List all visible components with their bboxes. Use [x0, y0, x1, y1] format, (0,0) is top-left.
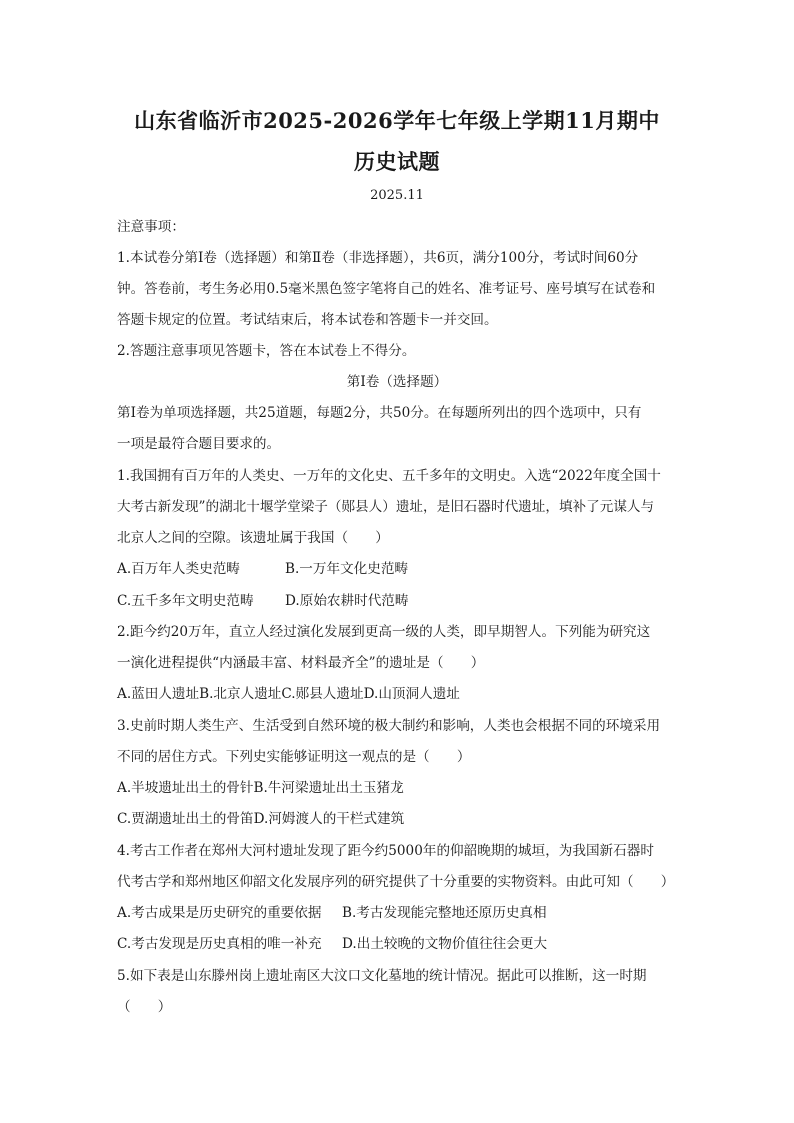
question-5-line-2: （ ） [117, 999, 172, 1015]
question-1-options-row-1 [117, 559, 682, 579]
question-1-line-1: 1.我国拥有百万年的人类史、一万年的文化史、五千多年的文明史。入选“2022年度全国十 [117, 468, 661, 484]
question-1-line-3: 北京人之间的空隙。该遗址属于我国（ ） [117, 530, 389, 546]
question-1-option-c: C.五千多年文明史范畴 [117, 593, 254, 609]
exam-subject-title: 历史试题 [354, 149, 440, 174]
question-1-option-a: A.百万年人类史范畴 [117, 561, 240, 577]
question-3-line-2: 不同的居住方式。下列史实能够证明这一观点的是（ ） [117, 749, 471, 765]
question-2-line-1: 2.距今约20万年，直立人经过演化发展到更高一级的人类，即早期智人。下列能为研究这 [117, 624, 651, 640]
notice-item-1-line-1: 1.本试卷分第Ⅰ卷（选择题）和第Ⅱ卷（非选择题），共6页，满分100分，考试时间60分 [117, 250, 639, 266]
question-4-option-a: A.考古成果是历史研究的重要依据 [117, 905, 322, 921]
exam-title: 山东省临沂市2025-2026学年七年级上学期11月期中 [134, 108, 660, 133]
question-1-option-d: D.原始农耕时代范畴 [285, 593, 409, 609]
question-2-line-2: 一演化进程提供“内涵最丰富、材料最齐全”的遗址是（ ） [117, 655, 485, 671]
question-5-line-1: 5.如下表是山东滕州岗上遗址南区大汶口文化墓地的统计情况。据此可以推断，这一时期 [117, 968, 647, 984]
section-intro-line-1: 第Ⅰ卷为单项选择题，共25道题，每题2分，共50分。在每题所列出的四个选项中，只有 [117, 405, 642, 421]
question-1-options-row-2 [117, 591, 682, 611]
question-1-option-b: B.一万年文化史范畴 [285, 561, 409, 577]
question-3-line-1: 3.史前时期人类生产、生活受到自然环境的极大制约和影响，人类也会根据不同的环境采用 [117, 718, 661, 734]
question-4-options-row-2 [117, 934, 682, 954]
notice-item-1-line-2: 钟。答卷前，考生务必用0.5毫米黑色签字笔将自己的姓名、准考证号、座号填写在试卷和 [117, 281, 656, 297]
section-intro-line-2: 一项是最符合题目要求的。 [117, 436, 281, 452]
question-3-options-cd: C.贾湖遗址出土的骨笛D.河姆渡人的干栏式建筑 [117, 811, 405, 827]
question-4-options-row-1 [117, 903, 682, 923]
question-4-option-b: B.考古发现能完整地还原历史真相 [342, 905, 547, 921]
notice-item-2: 2.答题注意事项见答题卡，答在本试卷上不得分。 [117, 343, 416, 359]
question-4-line-2: 代考古学和郑州地区仰韶文化发展序列的研究提供了十分重要的实物资料。由此可知（ ） [117, 874, 675, 890]
question-4-option-d: D.出土较晚的文物价值往往会更大 [342, 936, 548, 952]
notice-heading: 注意事项： [117, 219, 185, 235]
exam-date: 2025.11 [370, 188, 424, 203]
question-2-options: A.蓝田人遗址B.北京人遗址C.郧县人遗址D.山顶洞人遗址 [117, 686, 460, 702]
question-4-option-c: C.考古发现是历史真相的唯一补充 [117, 936, 322, 952]
section-heading: 第Ⅰ卷（选择题） [346, 374, 448, 390]
question-3-options-ab: A.半坡遗址出土的骨针B.牛河梁遗址出土玉猪龙 [117, 780, 404, 796]
question-1-line-2: 大考古新发现”的湖北十堰学堂梁子（郧县人）遗址，是旧石器时代遗址，填补了元谋人与 [117, 499, 655, 515]
question-4-line-1: 4.考古工作者在郑州大河村遗址发现了距今约5000年的仰韶晚期的城垣，为我国新石器时 [117, 843, 654, 859]
notice-item-1-line-3: 答题卡规定的位置。考试结束后，将本试卷和答题卡一并交回。 [117, 312, 498, 328]
